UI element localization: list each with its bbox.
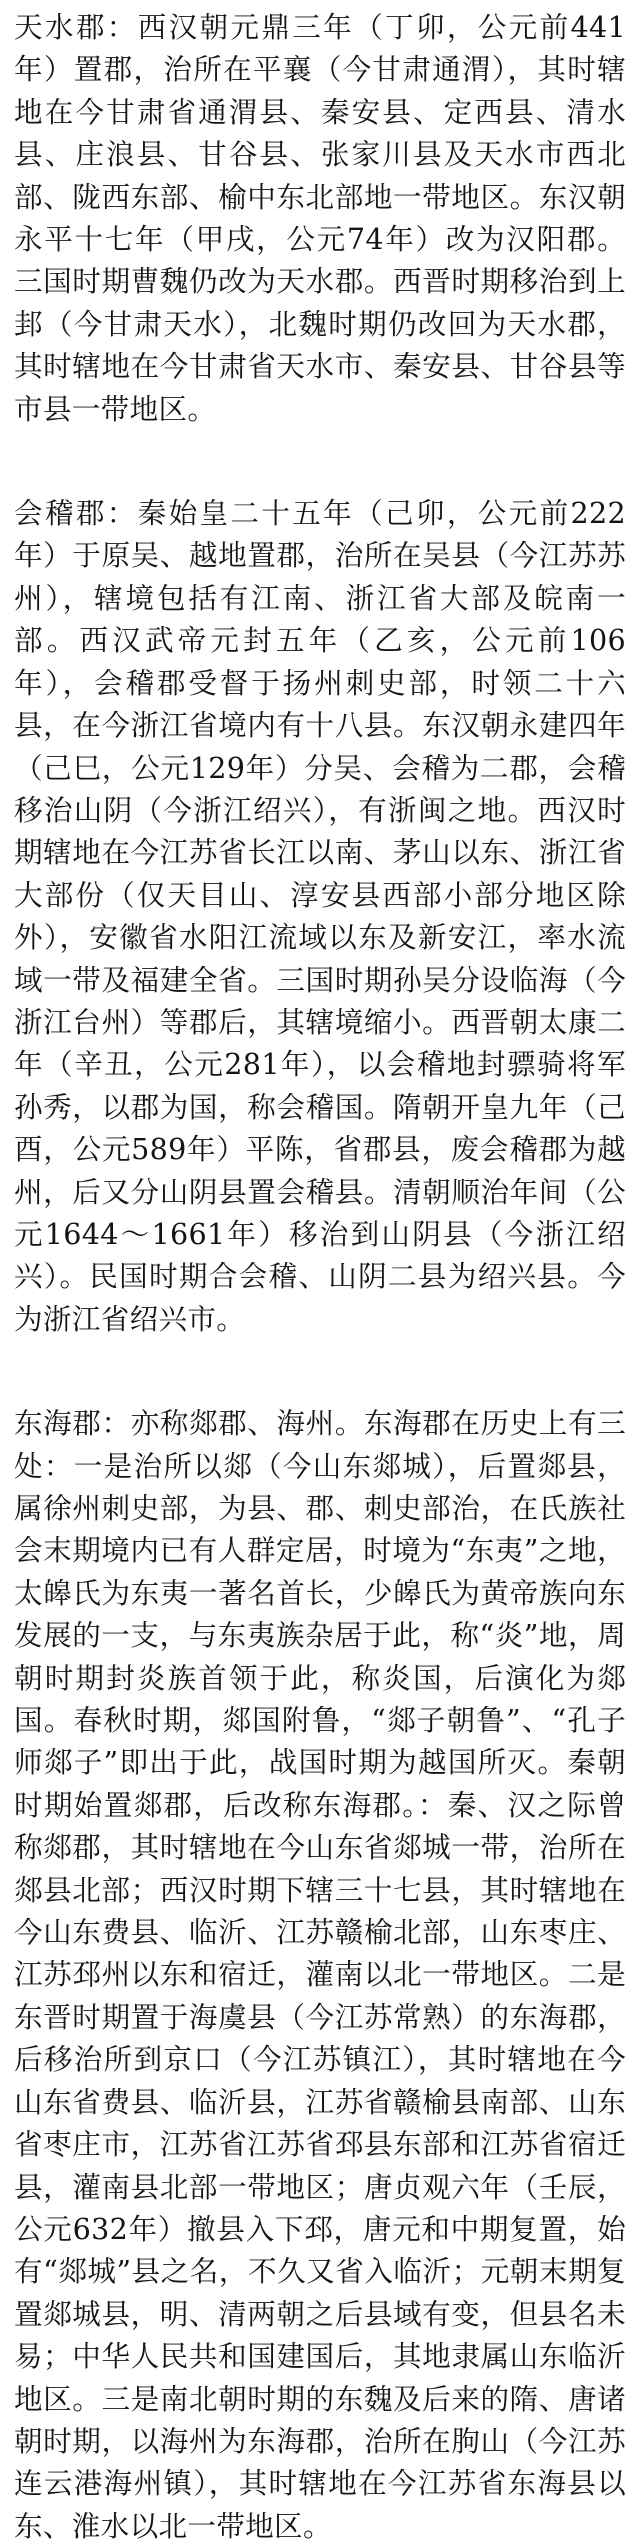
entry-kuaiji-commandery [14, 492, 626, 1340]
entry-text: 天水郡：西汉朝元鼎三年（丁卯，公元前441年）置郡，治所在平襄（今甘肃通渭），其时辖地在今甘肃省通渭县、秦安县、定西县、清水县、庄浪县、甘谷县、张家川县及天水市西北部、陇西东部、榆中东北部地一带地区。东汉朝永平十七年（甲戌，公元74年）改为汉阳郡。三国时期曹魏仍改为天水郡。西晋时期移治到上邽（今甘肃天水），北魏时期仍改回为天水郡，其时辖地在今甘肃省天水市、秦安县、甘谷县等市县一带地区。 [14, 10, 626, 426]
entry-tianshui-commandery [14, 6, 626, 430]
entry-text: 会稽郡：秦始皇二十五年（己卯，公元前222年）于原吴、越地置郡，治所在吴县（今江苏苏州），辖境包括有江南、浙江省大部及皖南一部。西汉武帝元封五年（乙亥，公元前106年），会稽郡受督于扬州刺史部，时领二十六县，在今浙江省境内有十八县。东汉朝永建四年（己巳，公元129年）分吴、会稽为二郡，会稽移治山阴（今浙江绍兴），有浙闽之地。西汉时期辖地在今江苏省长江以南、茅山以东、浙江省大部份（仅天目山、淳安县西部小部分地区除外），安徽省水阳江流域以东及新安江，率水流域一带及福建全省。三国时期孙吴分设临海（今浙江台州）等郡后，其辖境缩小。西晋朝太康二年（辛丑，公元281年），以会稽地封骠骑将军孙秀，以郡为国，称会稽国。隋朝开皇九年（己酉，公元589年）平陈，省郡县，废会稽郡为越州，后又分山阴县置会稽县。清朝顺治年间（公元1644～1661年）移治到山阴县（今浙江绍兴）。民国时期合会稽、山阴二县为绍兴县。今为浙江省绍兴市。 [14, 496, 626, 1336]
entry-text: 东海郡：亦称郯郡、海州。东海郡在历史上有三处：一是治所以郯（今山东郯城），后置郯县，属徐州刺史部，为县、郡、刺史部治，在氏族社会末期境内已有人群定居，时境为“东夷”之地，太皞氏为东夷一著名首长，少皞氏为黄帝族向东发展的一支，与东夷族杂居于此，称“炎”地，周朝时期封炎族首领于此，称炎国，后演化为郯国。春秋时期，郯国附鲁，“郯子朝鲁”、“孔子师郯子”即出于此，战国时期为越国所灭。秦朝时期始置郯郡，后改称东海郡。：秦、汉之际曾称郯郡，其时辖地在今山东省郯城一带，治所在郯县北部；西汉时期下辖三十七县，其时辖地在今山东费县、临沂、江苏赣榆北部，山东枣庄、江苏邳州以东和宿迁，灌南以北一带地区。二是东晋时期置于海虞县（今江苏常熟）的东海郡，后移治所到京口（今江苏镇江），其时辖地在今山东省费县、临沂县，江苏省赣榆县南部、山东省枣庄市，江苏省江苏省邳县东部和江苏省宿迁县，灌南县北部一带地区；唐贞观六年（壬辰，公元632年）撤县入下邳，唐元和中期复置，始有“郯城”县之名，不久又省入临沂；元朝末期复置郯城县，明、清两朝之后县域有变，但县名未易；中华人民共和国建国后，其地隶属山东临沂地区。三是南北朝时期的东魏及后来的隋、唐诸朝时期，以海州为东海郡，治所在朐山（今江苏连云港海州镇），其时辖地在今江苏省东海县以东、淮水以北一带地区。 [14, 1406, 626, 2543]
entry-donghai-commandery [14, 1402, 626, 2547]
